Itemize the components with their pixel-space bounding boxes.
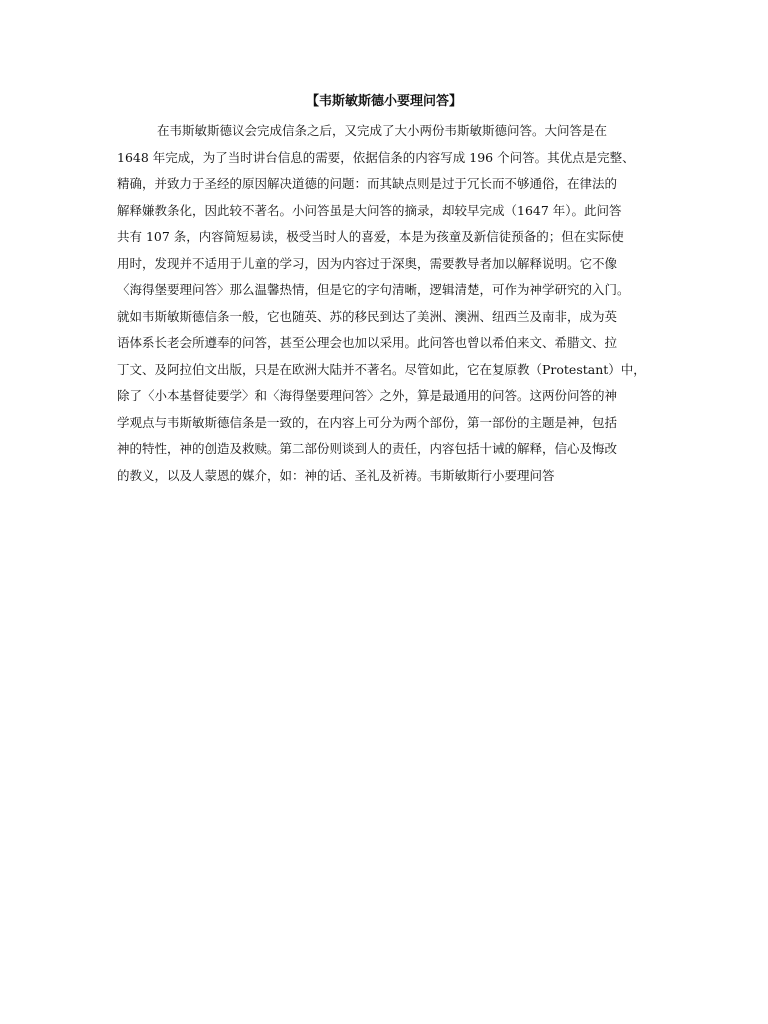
paragraph-line: 〈海得堡要理问答〉那么温馨热情，但是它的字句清晰，逻辑清楚，可作为神学研究的入门。 bbox=[117, 282, 630, 297]
paragraph-line: 学观点与韦斯敏斯德信条是一致的，在内容上可分为两个部份，第一部份的主题是神，包括 bbox=[117, 414, 618, 430]
paragraph-line: 就如韦斯敏斯德信条一般，它也随英、苏的移民到达了美洲、澳洲、纽西兰及南非，成为英 bbox=[117, 308, 618, 324]
paragraph-line: 除了〈小本基督徒要学〉和〈海得堡要理问答〉之外，算是最通用的问答。这两份问答的神 bbox=[117, 388, 618, 403]
page-title: 【韦斯敏斯德小要理问答】 bbox=[305, 94, 462, 109]
paragraph-line: 的教义，以及人蒙恩的媒介，如：神的话、圣礼及祈祷。韦斯敏斯行小要理问答 bbox=[117, 467, 555, 483]
paragraph-line: 语体系长老会所遵奉的问答，甚至公理会也加以采用。此问答也曾以希伯来文、希腊文、拉 bbox=[117, 335, 618, 350]
paragraph-line: 精确，并致力于圣经的原因解决道德的问题：而其缺点则是过于冗长而不够通俗，在律法的 bbox=[117, 176, 618, 191]
paragraph-line: 解释嫌教条化，因此较不著名。小问答虽是大问答的摘录，却较早完成（1647 年）。此问答 bbox=[117, 202, 622, 218]
paragraph-line: 在韦斯敏斯德议会完成信条之后，又完成了大小两份韦斯敏斯德问答。大问答是在 bbox=[157, 123, 608, 138]
paragraph-line: 用时，发现并不适用于儿童的学习，因为内容过于深奥，需要教导者加以解释说明。它不像 bbox=[117, 255, 618, 271]
body-paragraph bbox=[117, 118, 653, 489]
paragraph-line: 神的特性，神的创造及救赎。第二部份则谈到人的责任，内容包括十诫的解释，信心及悔改 bbox=[117, 441, 618, 456]
paragraph-line: 1648 年完成，为了当时讲台信息的需要，依据信条的内容写成 196 个问答。其优点是完整、 bbox=[117, 149, 635, 165]
paragraph-line: 共有 107 条，内容简短易读，极受当时人的喜爱，本是为孩童及新信徒预备的；但在实际使 bbox=[117, 229, 624, 244]
paragraph-line: 丁文、及阿拉伯文出版，只是在欧洲大陆并不著名。尽管如此，它在复原教（Protestant）中， bbox=[117, 361, 646, 377]
